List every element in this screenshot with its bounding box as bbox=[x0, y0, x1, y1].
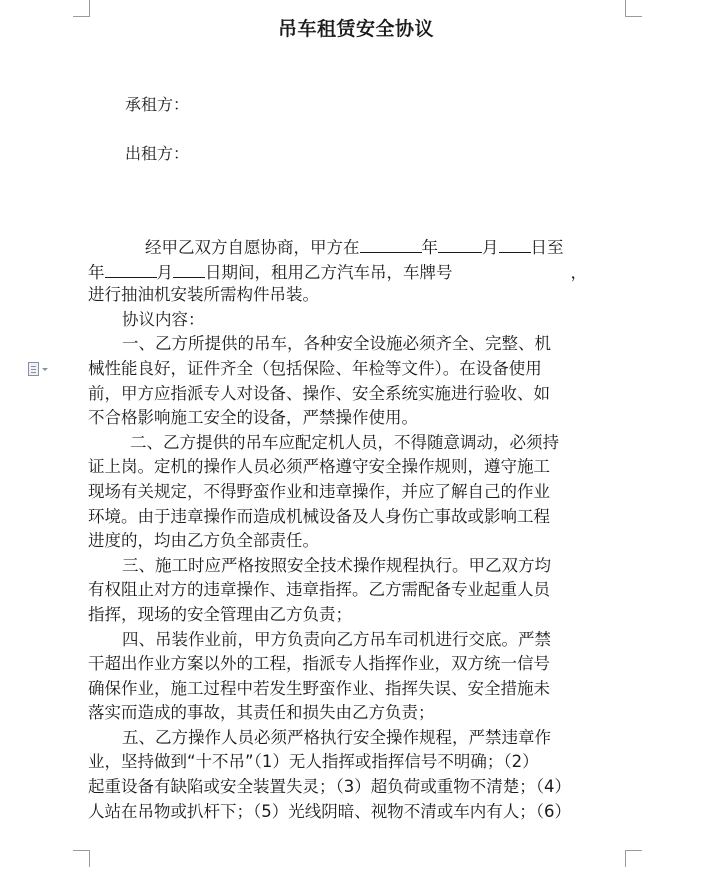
start-year-blank[interactable] bbox=[360, 234, 422, 253]
paragraph-options-icon[interactable] bbox=[28, 362, 48, 376]
page-corner-mark-top-left bbox=[73, 0, 90, 17]
clause-2-line-4: 环境。由于违章操作而造成机械设备及人身伤亡事故或影响工程 bbox=[88, 506, 550, 526]
clause-1-line-4: 不合格影响施工安全的设备，严禁操作使用。 bbox=[88, 408, 418, 428]
start-month-blank[interactable] bbox=[438, 234, 482, 253]
end-month-blank[interactable] bbox=[173, 259, 205, 278]
start-day-blank[interactable] bbox=[499, 234, 531, 253]
document-title: 吊车租赁安全协议 bbox=[277, 18, 434, 40]
clause-3-line-1: 三、施工时应严格按照安全技术操作规程执行。甲乙双方均 bbox=[122, 555, 551, 575]
clause-2-line-3: 现场有关规定，不得野蛮作业和违章操作，并应了解自己的作业 bbox=[88, 481, 550, 501]
clause-2-line-1: 二、乙方提供的吊车应配定机人员，不得随意调动，必须持 bbox=[130, 432, 559, 452]
clause-3-line-3: 指挥，现场的安全管理由乙方负责； bbox=[88, 604, 352, 624]
agreement-body bbox=[88, 234, 628, 824]
lessor-label: 出租方： bbox=[125, 144, 190, 163]
clause-1-line-2: 械性能良好，证件齐全（包括保险、年检等文件）。在设备使用 bbox=[88, 358, 542, 378]
clause-4-line-3: 确保作业，施工过程中若发生野蛮作业、指挥失误、安全措施未 bbox=[88, 678, 550, 698]
clause-4-line-1: 四、吊装作业前，甲方负责向乙方吊车司机进行交底。严禁 bbox=[122, 629, 551, 649]
clause-3-line-2: 有权阻止对方的违章操作、违章指挥。乙方需配备专业起重人员 bbox=[88, 580, 550, 600]
clause-5-line-4: 人站在吊物或扒杆下；（5）光线阴暗、视物不清或车内有人；（6） bbox=[88, 801, 571, 821]
clause-2-line-2: 证上岗。定机的操作人员必须严格遵守安全操作规则，遵守施工 bbox=[88, 457, 550, 477]
intro-line-2: 年 月 日期间，租用乙方汽车吊，车牌号 ， bbox=[88, 259, 628, 284]
end-year-blank[interactable] bbox=[105, 259, 157, 278]
clause-5-line-3: 起重设备有缺陷或安全装置失灵；（3）超负荷或重物不清楚；（4） bbox=[88, 777, 571, 797]
intro-line-1: 经甲乙双方自愿协商，甲方在 年 月 日至 bbox=[88, 234, 628, 259]
clause-2-line-5: 进度的，均由乙方负全部责任。 bbox=[88, 531, 319, 551]
clause-4-line-2: 干超出作业方案以外的工程，指派专人指挥作业，双方统一信号 bbox=[88, 654, 550, 674]
clause-4-line-4: 落实而造成的事故，其责任和损失由乙方负责； bbox=[88, 703, 435, 723]
page-corner-mark-bottom-left bbox=[73, 850, 90, 867]
page-corner-mark-top-right bbox=[625, 0, 642, 17]
clause-1-line-1: 一、乙方所提供的吊车，各种安全设施必须齐全、完整、机 bbox=[122, 334, 551, 354]
page-corner-mark-bottom-right bbox=[625, 850, 642, 867]
clause-1-line-3: 前，甲方应指派专人对设备、操作、安全系统实施进行验收、如 bbox=[88, 383, 550, 403]
chevron-down-icon bbox=[42, 368, 48, 371]
clause-5-line-2: 业，坚持做到“十不吊”（1）无人指挥或指挥信号不明确；（2） bbox=[88, 752, 539, 772]
clause-5-line-1: 五、乙方操作人员必须严格执行安全操作规程，严禁违章作 bbox=[122, 727, 551, 747]
lessee-label: 承租方： bbox=[125, 95, 190, 114]
document-icon bbox=[28, 362, 39, 376]
intro-line-3: 进行抽油机安装所需构件吊装。 bbox=[88, 285, 319, 305]
content-heading: 协议内容： bbox=[122, 309, 205, 329]
